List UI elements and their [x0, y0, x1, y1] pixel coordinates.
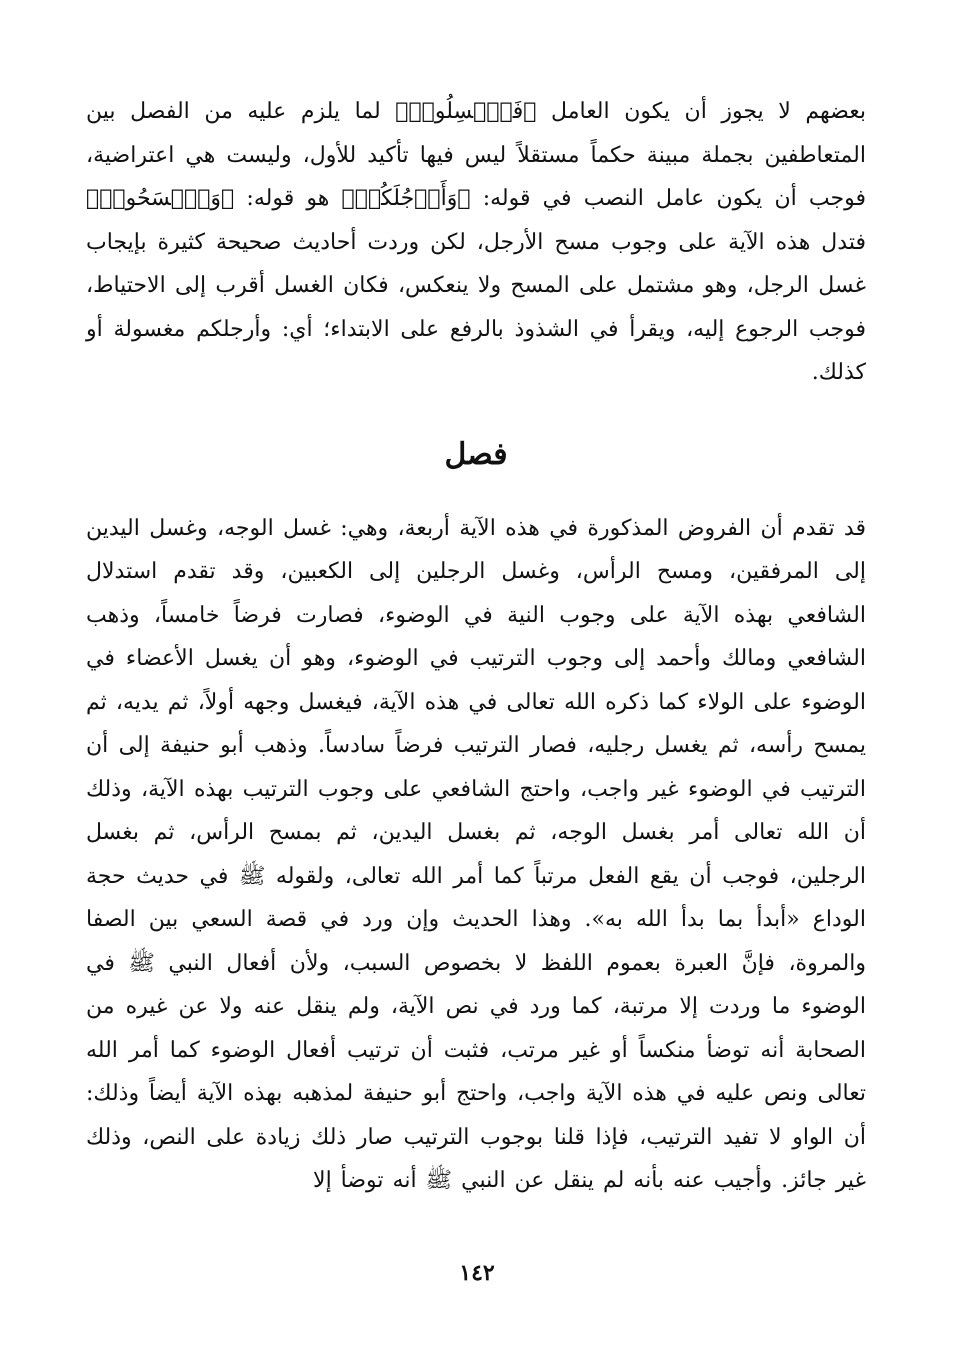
page-body: [86, 90, 866, 1203]
paragraph-section: قد تقدم أن الفروض المذكورة في هذه الآية أربعة، وهي: غسل الوجه، وغسل اليدين إلى المرفقين، ومسح الرأس، وغسل الرجلين إلى الكعبين، وقد تقدم استدلال الشافعي بهذه الآية على وجوب النية في الوضوء، فصارت فرضاً خامساً، وذهب الشافعي ومالك وأحمد إلى وجوب الترتيب في الوضوء، وهو أن يغسل الأعضاء في الوضوء على الولاء كما ذكره الله تعالى في هذه الآية، فيغسل وجهه أولاً، ثم يديه، ثم يمسح رأسه، ثم يغسل رجليه، فصار الترتيب فرضاً سادساً. وذهب أبو حنيفة إلى أن الترتيب في الوضوء غير واجب، واحتج الشافعي على وجوب الترتيب بهذه الآية، وذلك أن الله تعالى أمر بغسل الوجه، ثم بغسل اليدين، ثم بمسح الرأس، ثم بغسل الرجلين، فوجب أن يقع الفعل مرتباً كما أمر الله تعالى، ولقوله ﷺ في حديث حجة الوداع «أبدأ بما بدأ الله به». وهذا الحديث وإن ورد في قصة السعي بين الصفا والمروة، فإنَّ العبرة بعموم اللفظ لا بخصوص السبب، ولأن أفعال النبي ﷺ في الوضوء ما وردت إلا مرتبة، كما ورد في نص الآية، ولم ينقل عنه ولا عن غيره من الصحابة أنه توضأ منكساً أو غير مرتب، فثبت أن ترتيب أفعال الوضوء كما أمر الله تعالى ونص عليه في هذه الآية واجب، واحتج أبو حنيفة لمذهبه بهذه الآية أيضاً وذلك: أن الواو لا تفيد الترتيب، فإذا قلنا بوجوب الترتيب صار ذلك زيادة على النص، وذلك غير جائز. وأجيب عنه بأنه لم ينقل عن النبي ﷺ أنه توضأ إلا: [86, 515, 867, 1193]
page-number: ١٤٢: [459, 1260, 495, 1286]
section-heading: فصل: [444, 436, 508, 472]
paragraph-continuation: بعضهم لا يجوز أن يكون العامل ﴿فَٱغۡسِلُوا۟﴾ لما يلزم عليه من الفصل بين المتعاطفين بجملة مبينة حكماً مستقلاً ليس فيها تأكيد للأول، وليست هي اعتراضية، فوجب أن يكون عامل النصب في قوله: ﴿وَأَرۡجُلَكُمۡ﴾ هو قوله: ﴿وَٱمۡسَحُوا۟﴾ فتدل هذه الآية على وجوب مسح الأرجل، لكن وردت أحاديث صحيحة كثيرة بإيجاب غسل الرجل، وهو مشتمل على المسح ولا ينعكس، فكان الغسل أقرب إلى الاحتياط، فوجب الرجوع إليه، ويقرأ في الشذوذ بالرفع على الابتداء؛ أي: وأرجلكم مغسولة أو كذلك.: [86, 99, 866, 385]
